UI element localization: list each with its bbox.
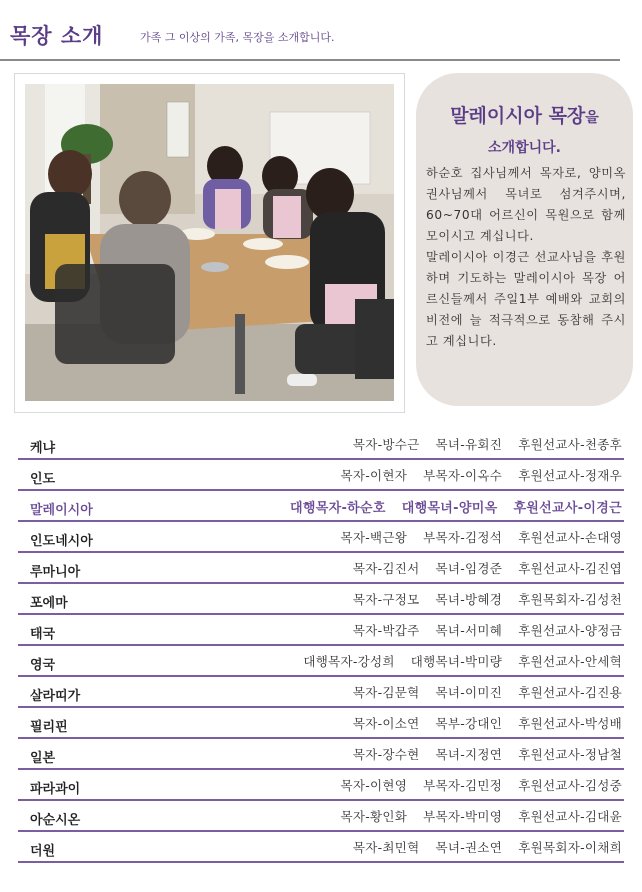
mokjang-list <box>18 429 624 863</box>
list-item <box>18 770 624 801</box>
list-item <box>18 677 624 708</box>
leader-role-2: 대행목녀-박미량 <box>410 654 503 669</box>
leader-role-1: 목자-방수근 <box>352 437 420 452</box>
leader-info <box>337 745 622 763</box>
leader-info <box>337 838 622 856</box>
intro-title <box>416 101 633 128</box>
list-item <box>18 646 624 677</box>
country-name: 영국 <box>30 658 56 673</box>
leader-role-2: 목녀-서미혜 <box>435 623 503 638</box>
intro-title-line2: 소개합니다. <box>488 140 561 156</box>
supporter-role: 후원선교사-김성중 <box>518 778 622 793</box>
leader-role-1: 대행목자-강성희 <box>303 654 395 669</box>
list-item <box>18 553 624 584</box>
leader-role-2: 목부-강대인 <box>435 716 503 731</box>
country-name: 케냐 <box>30 441 56 456</box>
leader-role-1: 목자-최민혁 <box>352 840 420 855</box>
country-name: 아순시온 <box>30 813 81 828</box>
leader-role-1: 목자-이현영 <box>340 778 408 793</box>
group-photo <box>25 84 394 401</box>
leader-info <box>324 776 622 794</box>
supporter-role: 후원선교사-김진용 <box>518 685 622 700</box>
country-name: 포에마 <box>30 596 68 611</box>
supporter-role: 후원선교사-안세혁 <box>518 654 622 669</box>
list-item <box>18 522 624 553</box>
list-item <box>18 615 624 646</box>
list-item <box>18 739 624 770</box>
leader-role-1: 목자-박갑주 <box>352 623 420 638</box>
supporter-role: 후원선교사-천종후 <box>518 437 622 452</box>
header-divider <box>0 59 620 61</box>
leader-info <box>287 652 622 670</box>
list-item <box>18 708 624 739</box>
leader-role-2: 부목자-이옥수 <box>423 468 503 483</box>
intro-paragraph-2: 말레이시아 이경근 선교사님을 후원하며 기도하는 말레이시아 목장 어르신들께서 주일1부 예배와 교회의 비전에 늘 적극적으로 동참해 주시고 계십니다. <box>426 250 626 348</box>
leader-role-2: 목녀-이미진 <box>435 685 503 700</box>
leader-info <box>337 435 622 453</box>
leader-info <box>274 497 622 516</box>
leader-role-1: 목자-이현자 <box>340 468 408 483</box>
leader-info <box>324 466 622 484</box>
leader-role-2: 부목자-박미영 <box>423 809 503 824</box>
country-name: 루마니아 <box>30 565 81 580</box>
supporter-role: 후원선교사-김대윤 <box>518 809 622 824</box>
country-name: 말레이시아 <box>30 503 93 518</box>
supporter-role: 후원선교사-김진엽 <box>518 561 622 576</box>
list-item <box>18 801 624 832</box>
leader-role-1: 목자-김문혁 <box>352 685 420 700</box>
leader-role-2: 목녀-지정연 <box>435 747 503 762</box>
leader-role-1: 목자-이소연 <box>352 716 420 731</box>
country-name: 필리핀 <box>30 720 68 735</box>
leader-role-2: 대행목녀-양미옥 <box>401 501 498 516</box>
country-name: 인도 <box>30 472 56 487</box>
leader-info <box>324 807 622 825</box>
country-name: 일본 <box>30 751 56 766</box>
supporter-role: 후원목회자-김성천 <box>518 592 622 607</box>
supporter-role: 후원선교사-정재우 <box>518 468 622 483</box>
leader-role-1: 목자-백근왕 <box>340 530 408 545</box>
list-item <box>18 832 624 863</box>
leader-info <box>337 559 622 577</box>
leader-role-1: 목자-장수현 <box>352 747 420 762</box>
page-header <box>0 0 642 60</box>
leader-role-2: 목녀-방혜경 <box>435 592 503 607</box>
supporter-role: 후원선교사-손대영 <box>518 530 622 545</box>
list-item <box>18 584 624 615</box>
list-item <box>18 460 624 491</box>
country-name: 태국 <box>30 627 56 642</box>
supporter-role: 후원선교사-박성배 <box>518 716 622 731</box>
supporter-role: 후원선교사-이경근 <box>513 501 622 516</box>
leader-role-1: 목자-황인화 <box>340 809 408 824</box>
intro-title-main: 말레이시아 목장 <box>450 105 586 127</box>
page-subtitle: 가족 그 이상의 가족, 목장을 소개합니다. <box>140 31 335 44</box>
page-title: 목장 소개 <box>10 24 104 48</box>
country-name: 인도네시아 <box>30 534 93 549</box>
leader-info <box>337 683 622 701</box>
intro-body <box>426 163 626 352</box>
leader-info <box>324 528 622 546</box>
list-item <box>18 429 624 460</box>
intro-title-particle: 을 <box>585 110 599 126</box>
list-item <box>18 491 624 522</box>
country-name: 더원 <box>30 844 56 859</box>
leader-info <box>337 621 622 639</box>
leader-role-2: 부목자-김정석 <box>423 530 503 545</box>
supporter-role: 후원선교사-양정금 <box>518 623 622 638</box>
supporter-role: 후원목회자-이채희 <box>518 840 622 855</box>
leader-role-2: 부목자-김민정 <box>423 778 503 793</box>
leader-role-1: 대행목자-하순호 <box>290 501 386 516</box>
photo-frame <box>14 73 405 413</box>
supporter-role: 후원선교사-정남철 <box>518 747 622 762</box>
leader-role-2: 목녀-유회진 <box>435 437 503 452</box>
intro-paragraph-1: 하순호 집사님께서 목자로, 양미옥 권사님께서 목녀로 섬겨주시며, 60~70대 어르신이 목원으로 함께 모이시고 계십니다. <box>426 166 626 243</box>
leader-role-2: 목녀-권소연 <box>435 840 503 855</box>
leader-info <box>337 590 622 608</box>
leader-role-2: 목녀-임경준 <box>435 561 503 576</box>
leader-role-1: 목자-구정모 <box>352 592 420 607</box>
country-name: 파라과이 <box>30 782 81 797</box>
intro-card <box>416 73 633 406</box>
leader-role-1: 목자-김진서 <box>352 561 420 576</box>
country-name: 살라띠가 <box>30 689 81 704</box>
leader-info <box>337 714 622 732</box>
